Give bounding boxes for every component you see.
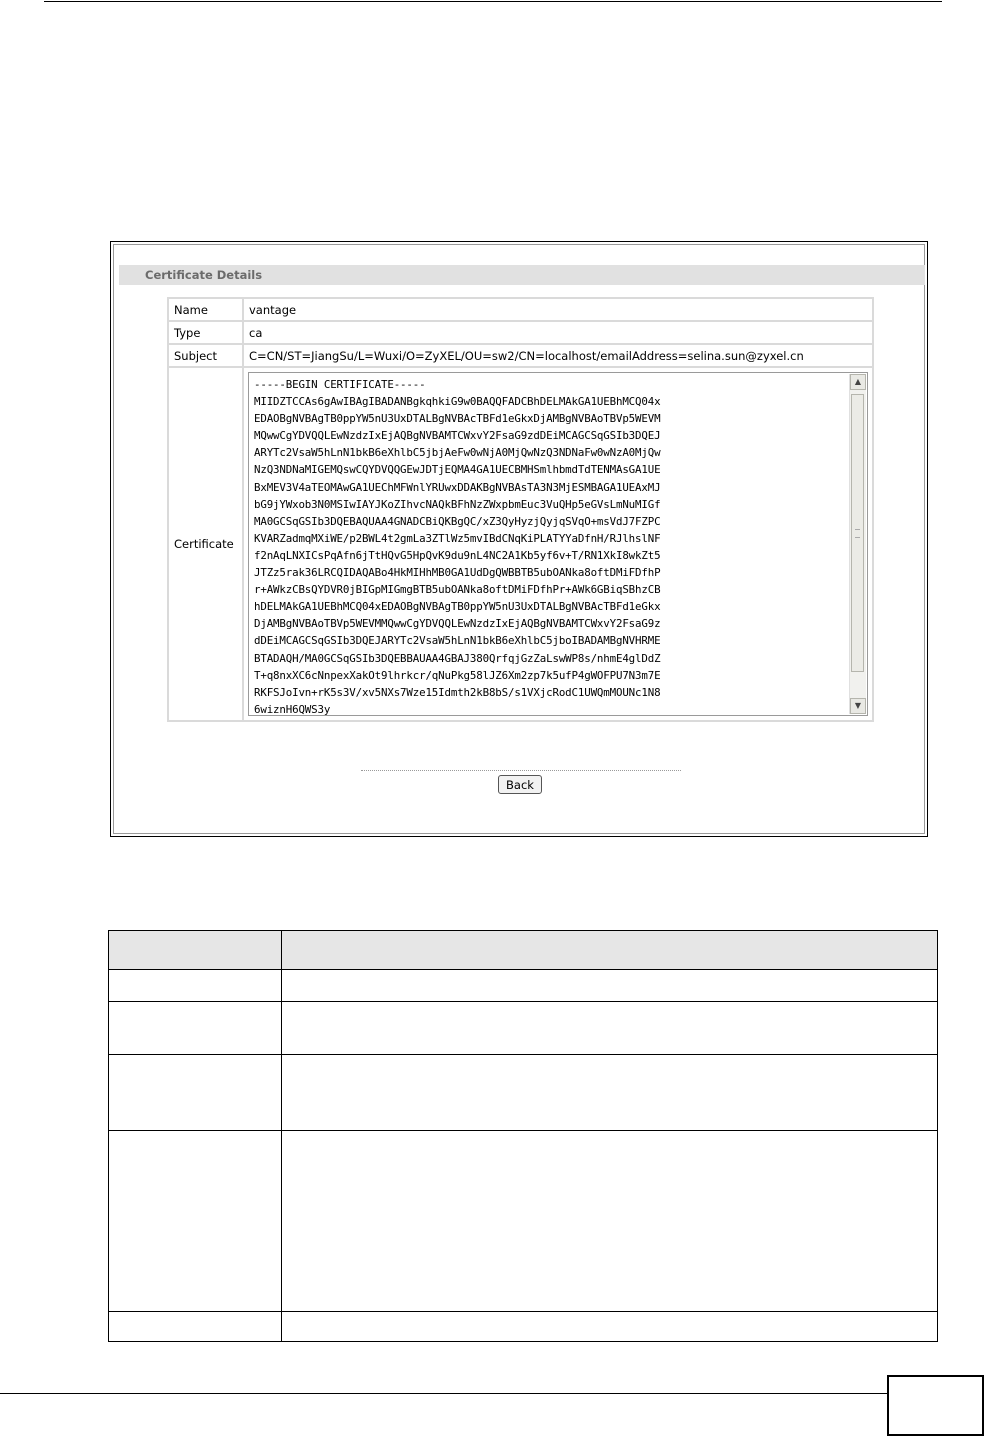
type-label: Type xyxy=(168,321,243,344)
grip-icon xyxy=(855,529,860,538)
button-divider xyxy=(361,770,681,771)
table-row-certificate xyxy=(168,367,873,721)
desc-header-label xyxy=(109,931,282,970)
section-title: Certificate Details xyxy=(145,268,263,282)
table-row xyxy=(109,1002,938,1055)
table-row-type xyxy=(168,321,873,344)
certificate-textarea[interactable] xyxy=(248,372,868,716)
back-button[interactable]: Back xyxy=(498,775,542,794)
table-row xyxy=(109,1312,938,1342)
subject-label: Subject xyxy=(168,344,243,367)
certificate-details-screenshot xyxy=(110,241,928,837)
type-value: ca xyxy=(243,321,873,344)
header-rule xyxy=(44,1,942,2)
subject-value: C=CN/ST=JiangSu/L=Wuxi/O=ZyXEL/OU=sw2/CN=localhost/emailAddress=selina.sun@zyxel.cn xyxy=(243,344,873,367)
certificate-text: -----BEGIN CERTIFICATE----- MIIDZTCCAs6gAwIBAgIBADANBgkqhkiG9w0BAQQFADCBhDELMAkGA1UEBhMCQ04x EDAOBgNVBAgTB0ppYW5nU3UxDTALBgNVBAcTBFd1eGkxDjAMBgNVBAoTBVp5WEVM MQwwCgYDVQQLEwNzdzIxEjAQBgNVBAMTCWxvY2FsaG9zdDEiMCAGCSqGSIb3DQEJ ARYTc2VsaW5hLnN1bkB6eXhlbC5jbjAeFw0wNjA0MjQwNzQ3NDNaFw0wNzA0MjQw NzQ3NDNaMIGEMQswCQYDVQQGEwJDTjEQMA4GA1UECBMHSmlhbmdTdTENMAsGA1UE BxMEV3V4aTEOMAwGA1UEChMFWnlYRUwxDDAKBgNVBAsTA3N3MjESMBAGA1UEAxMJ bG9jYWxob3N0MSIwIAYJKoZIhvcNAQkBFhNzZWxpbmEuc3VuQHp5eGVsLmNuMIGf MA0GCSqGSIb3DQEBAQUAA4GNADCBiQKBgQC/xZ3QyHyzjQyjqSVqO+msVdJ7FZPC KVARZadmqMXiWE/p2BWL4t2gmLa3ZTlWz5mvIBdCNqKiPLATYYaDfnH/RJlhslNF f2nAqLNXICsPqAfn6jTtHQvG5HpQvK9du9nL4NC2A1Kb5yf6v+T/RN1XkI8wkZt5 JTZz5rak36LRCQIDAQABo4HkMIHhMB0GA1UdDgQWBBTB5ubOANka8oftDMiFDfhP r+AWkzCBsQYDVR0jBIGpMIGmgBTB5ubOANka8oftDMiFDfhPr+AWk6GBiqSBhzCB hDELMAkGA1UEBhMCQ04xEDAOBgNVBAgTB0ppYW5nU3UxDTALBgNVBAcTBFd1eGkx DjAMBgNVBAoTBVp5WEVMMQwwCgYDVQQLEwNzdzIxEjAQBgNVBAMTCWxvY2FsaG9z dDEiMCAGCSqGSIb3DQEJARYTc2VsaW5hLnN1bkB6eXhlbC5jboIBADAMBgNVHRME BTADAQH/MA0GCSqGSIb3DQEBBAUAA4GBAJ380QrfqjGzZaLswWP8s/nhmE4glDdZ T+q8nxXC6cNnpexXakOt9lhrkcr/qNuPkg58lJZ6Xm2zp7k5ufP4gWOFPU7N3m7E RKFSJoIvn+rK5s3V/xv5NXs7Wze15Idmth2kB8bS/s1VXjcRodC1UWQmMOUNc1N8 6wiznH6QWS3y xyxy=(254,378,661,716)
desc-header-row xyxy=(109,931,938,970)
table-row xyxy=(109,970,938,1002)
page-number-box xyxy=(887,1375,984,1436)
name-value: vantage xyxy=(243,298,873,321)
desc-header-description xyxy=(282,931,938,970)
table-row-name xyxy=(168,298,873,321)
scroll-down-icon[interactable]: ▼ xyxy=(850,698,866,714)
table-row-subject xyxy=(168,344,873,367)
field-description-table xyxy=(108,930,938,1342)
footer-rule xyxy=(0,1393,888,1394)
certificate-label: Certificate xyxy=(168,367,243,721)
scroll-up-icon[interactable]: ▲ xyxy=(850,374,866,390)
name-label: Name xyxy=(168,298,243,321)
scrollbar-thumb[interactable] xyxy=(851,394,864,672)
certificate-details-table xyxy=(167,297,874,722)
screenshot-inner-frame xyxy=(113,244,925,834)
section-header xyxy=(119,265,925,285)
table-row xyxy=(109,1131,938,1312)
certificate-cell xyxy=(243,367,873,721)
table-row xyxy=(109,1055,938,1131)
certificate-scrollbar[interactable] xyxy=(849,374,866,714)
